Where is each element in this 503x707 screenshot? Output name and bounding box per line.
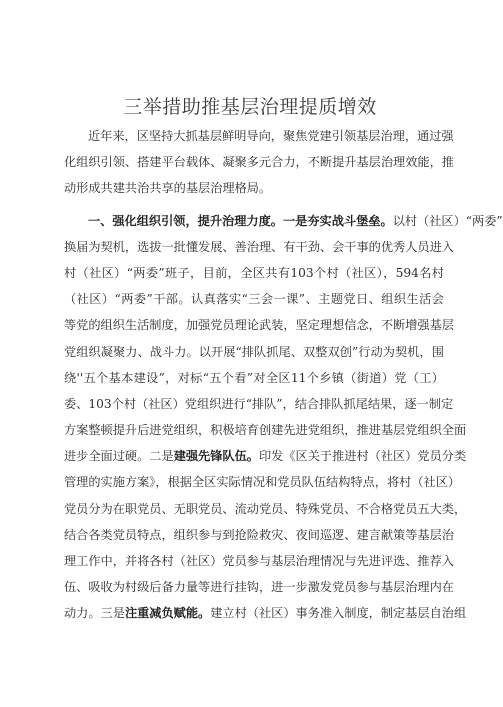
document-body: [64, 123, 503, 627]
body-line: 党员分为在职党员、无职党员、流动党员、特殊党员、不合格党员五大类，: [64, 501, 467, 516]
body-line: 绕''五个基本建设”，对标“五个看”对全区11个乡镇（街道）党（工）: [64, 370, 444, 385]
body-line: 结合各类党员特点，组织参与到抢险救灾、夜间巡逻、建言献策等基层治: [64, 527, 454, 542]
body-line: 村（社区）“两委”班子，目前，全区共有103个村（社区），594名村: [64, 265, 444, 280]
document-title: 三举措助推基层治理提质增效: [123, 96, 377, 118]
body-line: 理工作中，并将各村（社区）党员参与基层治理情况与先进评选、推荐入: [64, 554, 454, 568]
body-line: 换届为契机，选拔一批懂发展、善治理、有干劲、会干事的优秀人员进入: [64, 239, 454, 254]
section3-first-line-text: 建立村（社区）事务准入制度，制定基层自治组: [210, 606, 467, 621]
intro-line-3: 动形成共建共治共享的基层治理格局。: [64, 181, 272, 196]
body-line: 伍、吸收为村级后备力量等进行挂钩，进一步激发党员参与基层治理内在: [64, 580, 454, 595]
section2-first-line-text: 印发《区关于推进村（社区）党员分类: [259, 449, 467, 464]
section2-lead-text: 进步全面过硬。二是: [64, 449, 174, 464]
section1-first-line: [64, 208, 503, 234]
body-line: 方案整顿提升后进党组织，积极培育创建先进党组织，推进基层党组织全面: [64, 423, 467, 438]
section3-lead-text: 动力。三是: [64, 606, 125, 621]
section3-first-line: [64, 600, 467, 626]
section1-first-line-text: 以村（社区）“两委”: [392, 213, 503, 228]
intro-line-2: 化组织引领、搭建平台载体、凝聚多元合力，不断提升基层治理效能，推: [64, 155, 454, 170]
body-line: 管理的实施方案》，根据全区实际情况和党员队伍结构特点，将村（社区）: [64, 475, 461, 490]
body-line: 党组织凝聚力、战斗力。以开展“排队抓尾、双整双创”行动为契机，围: [64, 344, 444, 359]
section1-heading: 一、强化组织引领，提升治理力度。: [88, 213, 283, 228]
intro-line-1: 近年来，区坚持大抓基层鲜明导向，聚焦党建引领基层治理，通过强: [88, 129, 454, 143]
section1-subheading-1: 一是夯实战斗堡垒。: [283, 213, 393, 228]
section2-first-line: [64, 443, 467, 469]
section1-subheading-2: 建强先锋队伍。: [173, 449, 259, 464]
body-line: 等党的组织生活制度，加强党员理论武装，坚定理想信念，不断增强基层: [64, 318, 454, 333]
body-line: （社区）“两委”干部。认真落实“三会一课”、主题党日、组织生活会: [64, 292, 444, 307]
body-line: 委、103个村（社区）党组织进行“排队”，结合排队抓尾结果，逐一制定: [64, 396, 454, 411]
section1-subheading-3: 注重减负赋能。: [124, 606, 211, 621]
